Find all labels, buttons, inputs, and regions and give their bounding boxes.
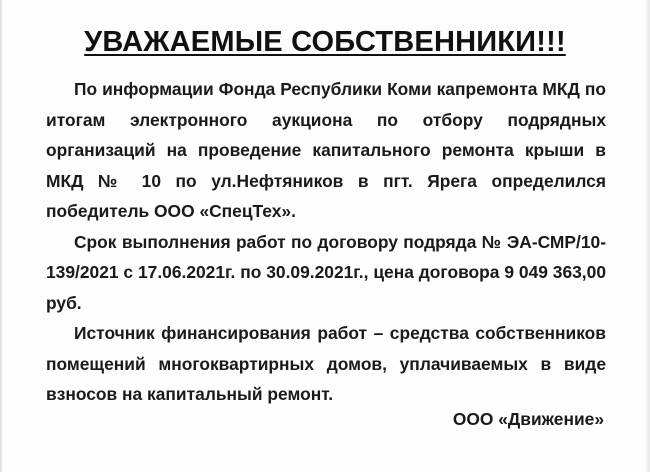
notice-body xyxy=(46,74,606,410)
notice-title xyxy=(0,26,650,59)
notice-signature: ООО «Движение» xyxy=(452,409,604,429)
notice-title-text: УВАЖАЕМЫЕ СОБСТВЕННИКИ!!! xyxy=(84,26,566,58)
paragraph-contract-terms: Срок выполнения работ по договору подряда № ЭА-СМР/10-139/2021 с 17.06.2021г. по 30.09.2021г., цена договора 9 049 363,00 руб. xyxy=(46,231,606,313)
paragraph-auction-result: По информации Фонда Республики Коми капремонта МКД по итогам электронного аукциона по отбору подрядных организаций на проведение капитального ремонта крыши в МКД № 10 по ул.Нефтяников в пгт. Ярега определился победитель ООО «СпецТех». xyxy=(46,79,606,221)
paragraph-funding-source: Источник финансирования работ – средства собственников помещений многоквартирных домов, уплачиваемых в виде взносов на капитальный ремонт. xyxy=(46,323,606,404)
scan-edge-right xyxy=(645,0,650,472)
scan-edge-left xyxy=(0,0,3,472)
